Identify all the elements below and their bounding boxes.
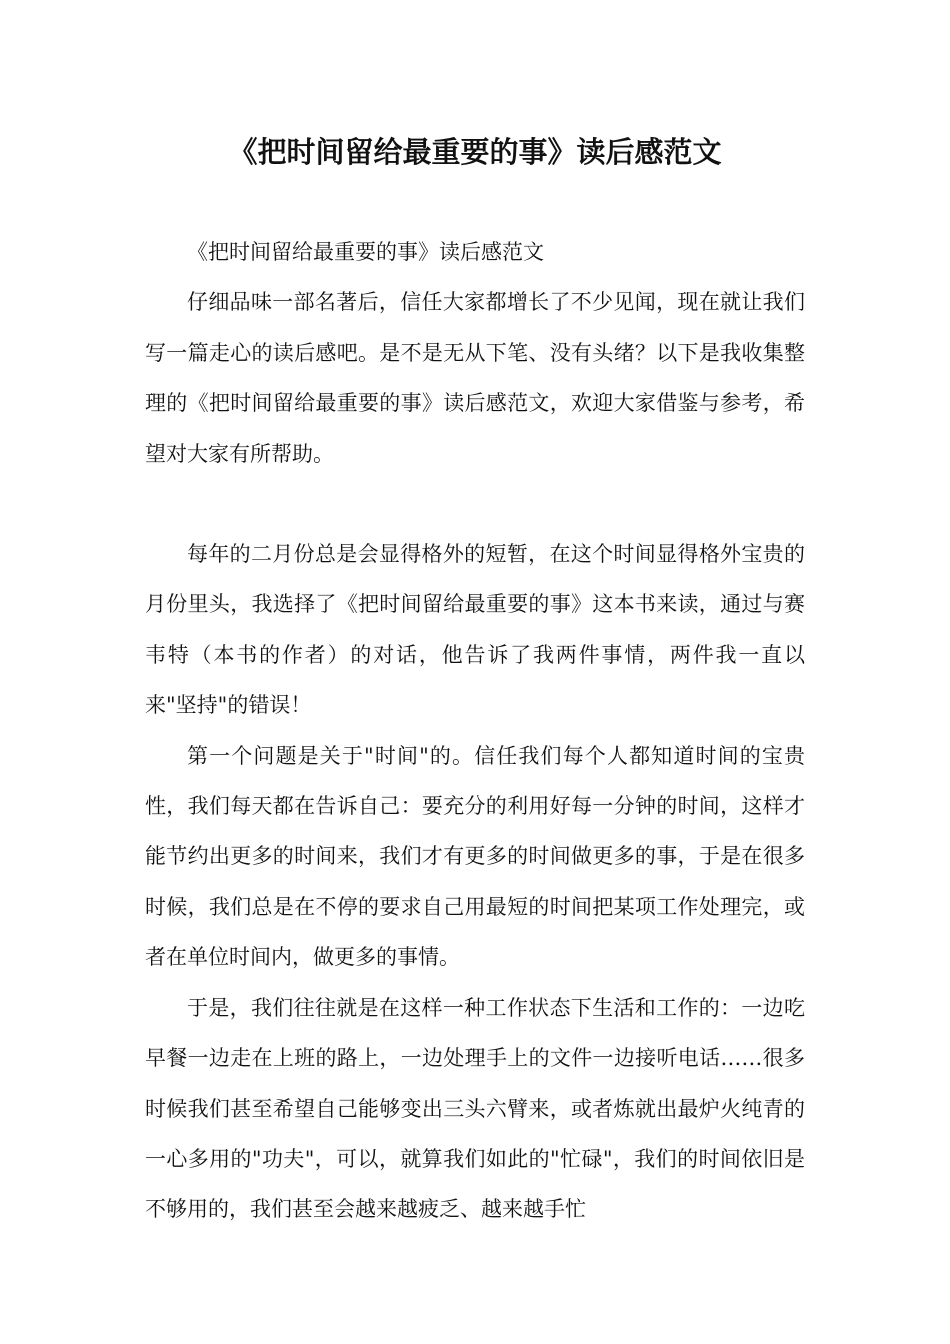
document-title: 《把时间留给最重要的事》读后感范文 xyxy=(228,135,722,169)
document-body xyxy=(145,227,805,1235)
paragraph-february: 每年的二月份总是会显得格外的短暂，在这个时间显得格外宝贵的月份里头，我选择了《把时间留给最重要的事》这本书来读，通过与赛韦特（本书的作者）的对话，他告诉了我两件事情，两件我一直以来"坚持"的错误！ xyxy=(145,542,805,718)
paragraph-spacer xyxy=(145,479,805,529)
paragraph-time-issue: 第一个问题是关于"时间"的。信任我们每个人都知道时间的宝贵性，我们每天都在告诉自己：要充分的利用好每一分钟的时间，这样才能节约出更多的时间来，我们才有更多的时间做更多的事，于是在很多时候，我们总是在不停的要求自己用最短的时间把某项工作处理完，或者在单位时间内，做更多的事情。 xyxy=(145,743,805,970)
paragraph-intro: 仔细品味一部名著后，信任大家都增长了不少见闻，现在就让我们写一篇走心的读后感吧。是不是无从下笔、没有头绪？以下是我收集整理的《把时间留给最重要的事》读后感范文，欢迎大家借鉴与参考，希望对大家有所帮助。 xyxy=(145,290,805,466)
paragraph-busy-state: 于是，我们往往就是在这样一种工作状态下生活和工作的：一边吃早餐一边走在上班的路上，一边处理手上的文件一边接听电话……很多时候我们甚至希望自己能够变出三头六臂来，或者炼就出最炉火纯青的一心多用的"功夫"，可以，就算我们如此的"忙碌"，我们的时间依旧是不够用的，我们甚至会越来越疲乏、越来越手忙 xyxy=(145,995,805,1222)
paragraph-subtitle: 《把时间留给最重要的事》读后感范文 xyxy=(187,240,544,264)
